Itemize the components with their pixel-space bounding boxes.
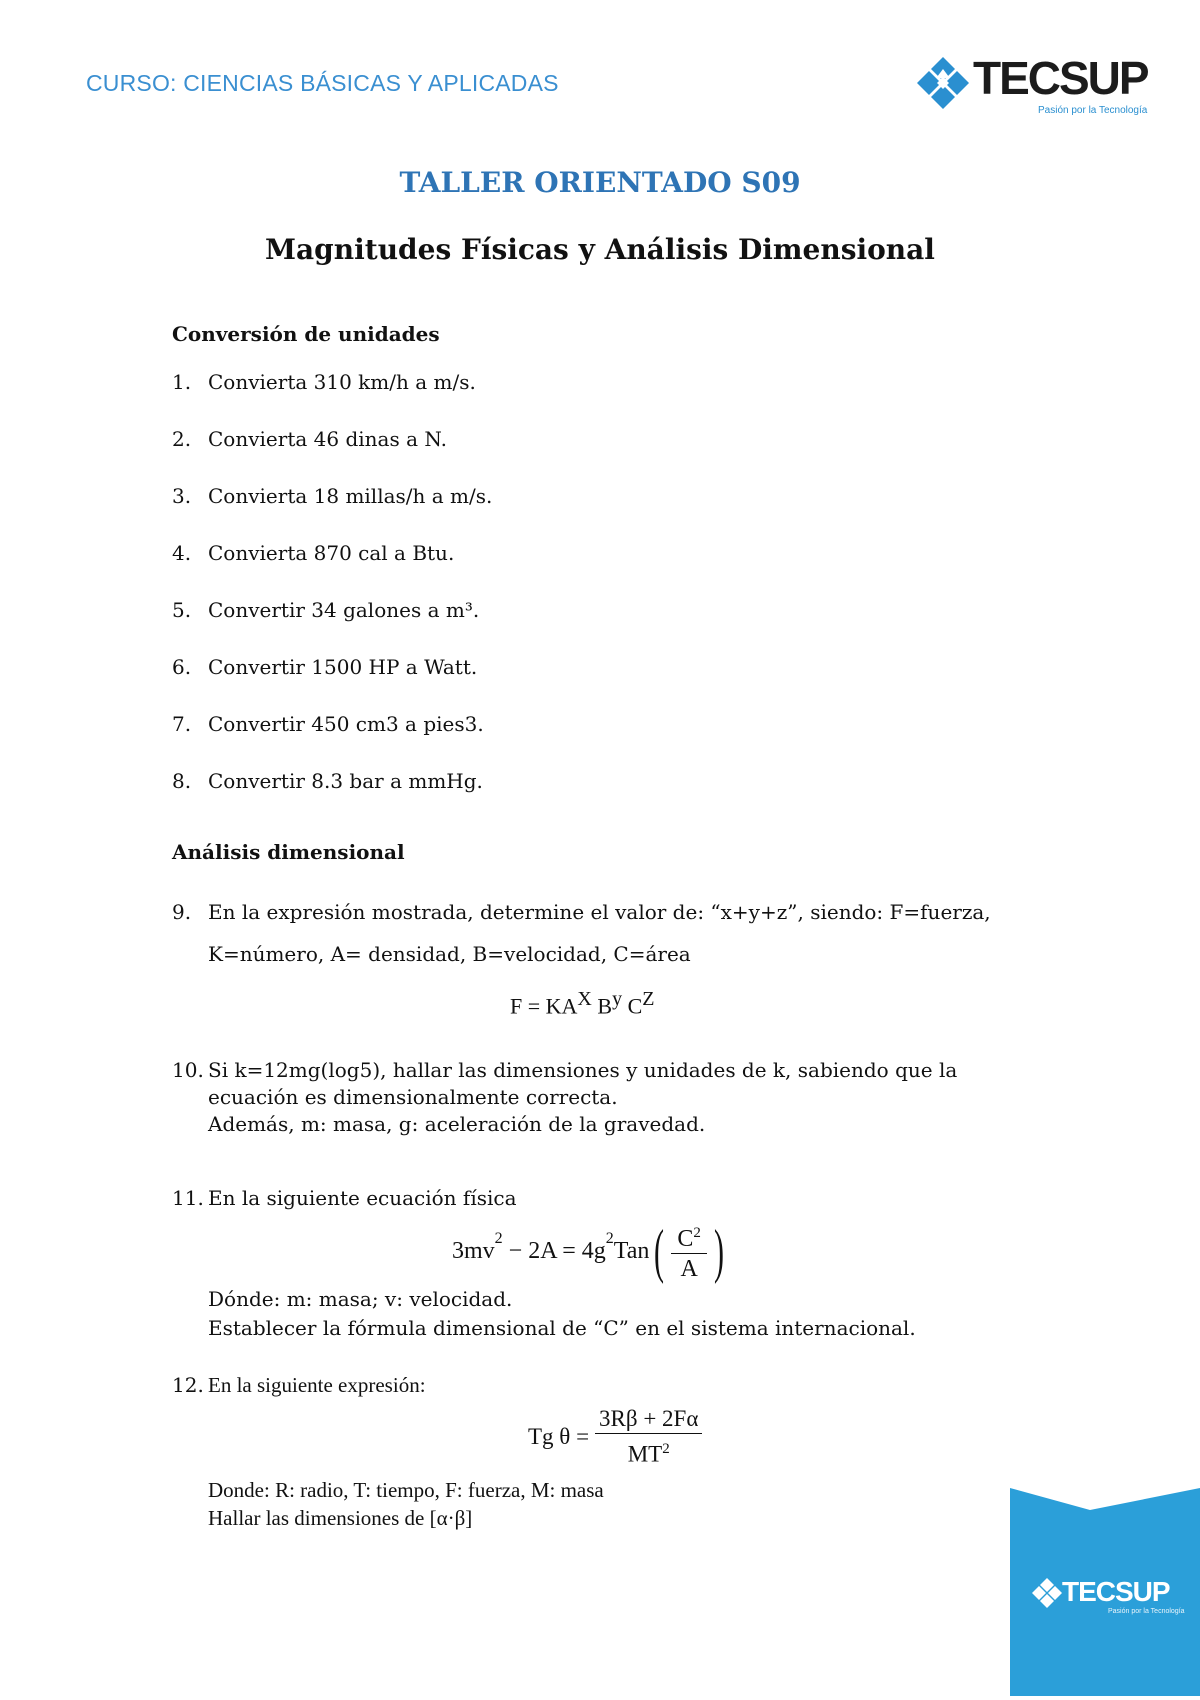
formula-part: Tg θ = xyxy=(528,1424,590,1449)
formula-exponent: X xyxy=(577,988,592,1010)
item-text: En la siguiente expresión: xyxy=(208,1373,426,1397)
formula-part: 3mv xyxy=(452,1237,495,1264)
item-text: Además, m: masa, g: aceleración de la gravedad. xyxy=(208,1112,706,1136)
item-text: Donde: R: radio, T: tiempo, F: fuerza, M: masa xyxy=(208,1478,604,1502)
fraction-denominator: $MT^2$ xyxy=(627,1440,670,1467)
logo-tagline: Pasión por la Tecnología xyxy=(1038,105,1148,116)
formula-part: Tan xyxy=(613,1237,650,1264)
page-title: TALLER ORIENTADO S09 xyxy=(399,166,801,199)
item-text: Hallar las dimensiones de [α·β] xyxy=(208,1506,473,1530)
fraction xyxy=(671,1219,707,1284)
formula-item-12 xyxy=(528,1406,702,1468)
logo-wordmark: TECSUP xyxy=(973,52,1148,104)
footer-logo-tagline: Pasión por la Tecnología xyxy=(1108,1608,1185,1615)
item-number: 9. xyxy=(172,900,192,924)
item-text: Convertir 450 cm3 a pies3. xyxy=(208,712,484,736)
fraction xyxy=(595,1405,702,1470)
formula-item-11 xyxy=(452,1218,729,1284)
item-text: Convierta 18 millas/h a m/s. xyxy=(208,484,493,508)
item-text: Convertir 1500 HP a Watt. xyxy=(208,655,478,679)
course-title: CURSO: CIENCIAS BÁSICAS Y APLICADAS xyxy=(86,70,559,96)
item-number: 10. xyxy=(172,1058,204,1082)
page-subtitle: Magnitudes Físicas y Análisis Dimensional xyxy=(265,233,935,266)
item-number: 2. xyxy=(172,427,192,451)
tecsup-logo xyxy=(915,52,1148,116)
formula-exponent: y xyxy=(612,988,623,1010)
formula-part: − 2A = 4g xyxy=(502,1237,606,1264)
item-text: Establecer la fórmula dimensional de “C” en el sistema internacional. xyxy=(208,1316,916,1340)
item-number: 8. xyxy=(172,769,192,793)
item-text: Convierta 870 cal a Btu. xyxy=(208,541,455,565)
formula-exponent: 2 xyxy=(605,1230,614,1247)
item-text: Si k=12mg(log5), hallar las dimensiones y unidades de k, sabiendo que la xyxy=(208,1058,958,1082)
item-number: 12. xyxy=(172,1373,204,1397)
formula-part: C xyxy=(627,993,643,1019)
item-text: En la expresión mostrada, determine el valor de: “x+y+z”, siendo: F=fuerza, xyxy=(208,900,991,924)
formula-item-9 xyxy=(510,988,654,1019)
item-number: 7. xyxy=(172,712,192,736)
formula-part: F = KA xyxy=(510,993,578,1019)
paren-right: ) xyxy=(713,1218,724,1284)
item-text: En la siguiente ecuación física xyxy=(208,1186,517,1210)
fraction-denominator: A xyxy=(680,1255,698,1282)
item-text: K=número, A= densidad, B=velocidad, C=área xyxy=(208,942,691,966)
formula-exponent: 2 xyxy=(494,1230,503,1247)
formula-exponent: Z xyxy=(642,988,655,1010)
item-text: Convierta 46 dinas a N. xyxy=(208,427,447,451)
fraction-numerator: 3Rβ + 2Fα xyxy=(595,1405,702,1434)
tecsup-logo-icon xyxy=(915,55,971,111)
item-text: ecuación es dimensionalmente correcta. xyxy=(208,1085,618,1109)
item-text: Convertir 8.3 bar a mmHg. xyxy=(208,769,483,793)
item-number: 6. xyxy=(172,655,192,679)
item-text: Convertir 34 galones a m³. xyxy=(208,598,480,622)
item-number: 1. xyxy=(172,370,192,394)
paren-left: ( xyxy=(654,1218,665,1284)
item-number: 5. xyxy=(172,598,192,622)
item-number: 11. xyxy=(172,1186,204,1210)
formula-part: B xyxy=(597,993,613,1019)
item-number: 3. xyxy=(172,484,192,508)
fraction-numerator: $C^2$ xyxy=(671,1219,707,1254)
section-heading-dimensional: Análisis dimensional xyxy=(172,840,405,864)
item-number: 4. xyxy=(172,541,192,565)
footer-logo-wordmark: TECSUP xyxy=(1062,1576,1170,1607)
footer-corner-banner xyxy=(1010,1488,1200,1696)
item-text: Dónde: m: masa; v: velocidad. xyxy=(208,1287,513,1311)
item-text: Convierta 310 km/h a m/s. xyxy=(208,370,476,394)
section-heading-conversion: Conversión de unidades xyxy=(172,322,440,346)
